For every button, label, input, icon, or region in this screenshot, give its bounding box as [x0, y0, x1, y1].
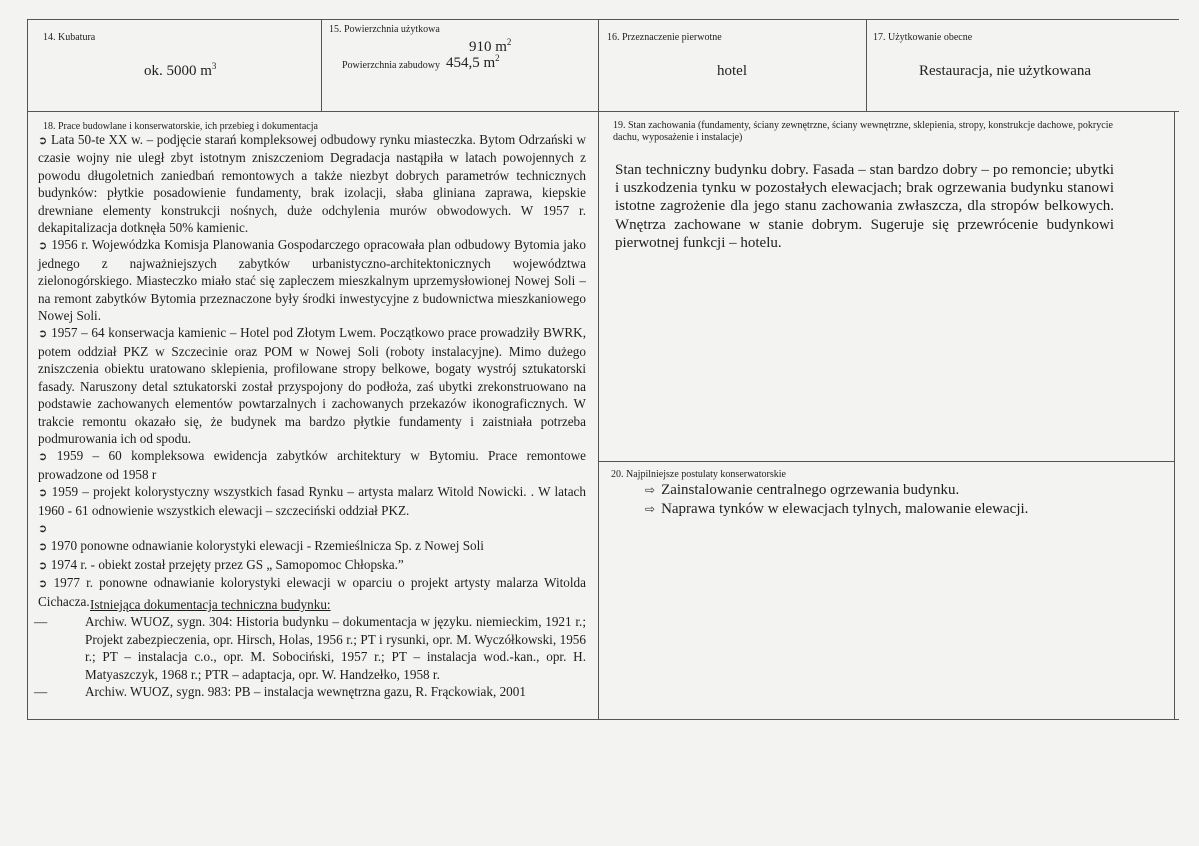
right-border [1174, 111, 1175, 719]
prace-entry-text: 1956 r. Wojewódzka Komisja Planowania Gospodarczego opracowała plan odbudowy Bytomia jako jednego z najważniejszych zabytków urbanistyczno-architektonicznych województwa zielonogórskiego. Miasteczko miało stać się zapleczem mieszkalnym uprzemysłowionej Nowej Soli – na remont zabytków Bytomia przeznaczone były środki inwestycyjne z budownictwa mieszkaniowego Nowej Soli. [38, 237, 586, 324]
documentation-heading: Istniejąca dokumentacja techniczna budynku: [90, 597, 331, 612]
dash-marker: — [34, 684, 48, 700]
prace-entry [38, 537, 586, 555]
prace-entry-text: Lata 50-te XX w. – podjęcie starań kompleksowej odbudowy rynku miasteczka. Bytom Odrzański w czasie wojny nie uległ zbyt istotnym zniszczeniom Degradacja nastąpiła w latach powojennych z powodu długoletnich zaniedbań remontowych a także niezbyt dobrych parametrów technicznych budynków: płytkie posadowienie fundamenty, brak izolacji, słaba gliniana zaprawa, kiepskie drewniane elementy konstrukcji nośnych, duże odchylenia murów obwodowych. W 1957 r. dekapitalizacja dotknęła 50% kamienic. [38, 132, 586, 236]
bottom-rule [27, 719, 1179, 720]
prace-entry-empty [38, 519, 586, 537]
arrow-right-circle-icon: ➲ [38, 327, 52, 341]
prace-entry [38, 236, 586, 324]
documentation-item [34, 683, 586, 700]
powierzchnia-unit-exponent: 2 [506, 37, 512, 47]
postulaty-list [645, 481, 1145, 519]
row-divider [27, 111, 1179, 112]
przeznaczenie-label: 16. Przeznaczenie pierwotne [607, 32, 722, 43]
prace-entry-text: 1957 – 64 konserwacja kamienic – Hotel pod Złotym Lwem. Początkowo prace prowadziły BWRK, potem oddział PKZ w Szczecinie oraz POM w Nowej Soli (roboty instalacyjne). Mimo dużego zniszczenia obiektu uratowano sklepienia, profilowane stropy belkowe, bogaty wystrój sztukatorski fasady. Naruszony detal sztukatorski został przyspojony do podłoża, zaś ubytki zrekonstruowano na podstawie zachowanych elementów powtarzalnych i zachowanych przekazów ikonograficznych. W trakcie remontu okazało się, że budynek ma bardzo płytkie fundamenty i zaistniała potrzeba podmurowania ich od spodu. [38, 325, 586, 446]
documentation-item-text: Archiw. WUOZ, sygn. 304: Historia budynku – dokumentacja w języku. niemieckim, 1921 r.; Projekt zabezpieczenia, opr. Hirsch, Holas, 1956 r.; PT i rysunki, opr. M. Wyczółkowski, 1956 r.; PT – instalacja c.o., opr. M. Sobociński, 1957 r.; PT – instalacja wod.-kan., opr. H. Matyaszczyk, 1968 r.; PTR – adaptacja, opr. W. Handzełko, 1958 r. [85, 614, 586, 682]
hollow-arrow-right-icon: ⇨ [645, 502, 656, 516]
prace-entry-text: 1970 ponowne odnawianie kolorystyki elewacji - Rzemieślnicza Sp. z Nowej Soli [50, 538, 484, 554]
uzytkowanie-label: 17. Użytkowanie obecne [873, 32, 973, 43]
prace-entry-text: 1959 – projekt kolorystyczny wszystkich fasad Rynku – artysta malarz Witold Nowicki. . W latach 1960 - 61 odnowienie wszystkich elewacji – szczeciński oddział PKZ. [38, 484, 586, 518]
prace-entry [38, 324, 586, 447]
col-divider-1 [321, 19, 322, 111]
prace-entry [38, 556, 586, 574]
przeznaczenie-value: hotel [717, 63, 747, 79]
powierzchnia-zabudowy-label: Powierzchnia zabudowy [342, 60, 441, 71]
left-border [27, 19, 28, 719]
arrow-right-circle-icon: ➲ [38, 577, 54, 591]
kubatura-value [144, 61, 216, 80]
kubatura-unit-exponent: 3 [211, 61, 217, 71]
arrow-right-circle-icon: ➲ [38, 486, 52, 500]
powierzchnia-zabudowy-number: 454,5 m [446, 55, 496, 71]
postulaty-label: 20. Najpilniejsze postulaty konserwatorskie [611, 469, 786, 480]
arrow-right-circle-icon: ➲ [38, 521, 48, 535]
kubatura-number: ok. 5000 m [144, 63, 212, 79]
prace-entry [38, 131, 586, 236]
postulat-item-text: Naprawa tynków w elewacjach tylnych, malowanie elewacji. [661, 501, 1029, 517]
prace-label: 18. Prace budowlane i konserwatorskie, ich przebieg i dokumentacja [43, 121, 318, 132]
dash-marker: — [34, 614, 48, 630]
documentation-block [34, 596, 586, 700]
prace-entry-text: 1974 r. - obiekt został przejęty przez GS „ Samopomoc Chłopska.” [50, 556, 404, 572]
prace-entry [38, 483, 586, 519]
powierzchnia-zabudowy-exponent: 2 [495, 53, 500, 63]
documentation-item [34, 613, 586, 683]
documentation-item-text: Archiw. WUOZ, sygn. 983: PB – instalacja wewnętrzna gazu, R. Frąckowiak, 2001 [85, 684, 526, 700]
col-divider-main [598, 19, 599, 719]
postulat-item [645, 481, 1145, 500]
top-rule [27, 19, 1179, 20]
arrow-right-circle-icon: ➲ [38, 134, 51, 147]
right-section-divider [598, 461, 1174, 462]
powierzchnia-zabudowy-value [446, 53, 500, 72]
prace-entries [38, 131, 586, 610]
uzytkowanie-value: Restauracja, nie użytkowana [919, 63, 1092, 79]
stan-text: Stan techniczny budynku dobry. Fasada – stan bardzo dobry – po remoncie; ubytki i uszkodzenia tynku w pozostałych elewacjach; brak ogrzewania budynku stanowi istotne zagrożenie dla jego stanu zachowania zwłaszcza, dla stropów belkowych. Wnętrza zachowane w stanie dobrym. Sugeruje się przewrócenie budynkowi pierwotnej funkcji – hotelu. [615, 162, 1114, 251]
postulat-item [645, 500, 1145, 519]
powierzchnia-label: 15. Powierzchnia użytkowa [329, 24, 440, 35]
hollow-arrow-right-icon: ⇨ [645, 483, 656, 497]
arrow-right-circle-icon: ➲ [38, 450, 57, 464]
prace-entry [38, 447, 586, 483]
col-divider-3 [866, 19, 867, 111]
prace-entry-text: 1977 r. ponowne odnawianie kolorystyki elewacji w oparciu o projekt artysty malarza Witolda Cichacza. [38, 575, 586, 609]
kubatura-label: 14. Kubatura [43, 32, 96, 43]
stan-label: 19. Stan zachowania (fundamenty, ściany zewnętrzne, ściany wewnętrzne, sklepienia, stropy, konstrukcje dachowe, pokrycie dachu, wyposażenie i instalacje) [613, 120, 1113, 143]
arrow-right-circle-icon: ➲ [38, 540, 51, 554]
arrow-right-circle-icon: ➲ [38, 558, 51, 572]
arrow-right-circle-icon: ➲ [38, 239, 52, 253]
prace-entry-text: 1959 – 60 kompleksowa ewidencja zabytków architektury w Bytomiu. Prace remontowe prowadzone od 1958 r [38, 448, 586, 482]
powierzchnia-number: 910 m [469, 39, 507, 55]
postulat-item-text: Zainstalowanie centralnego ogrzewania budynku. [661, 482, 960, 498]
